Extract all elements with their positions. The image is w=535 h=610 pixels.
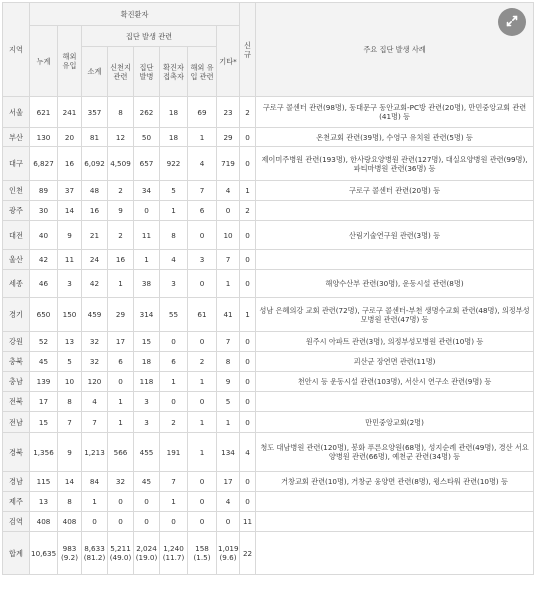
cell-overseas-related: 7 — [188, 181, 217, 201]
cell-overseas: 13 — [58, 332, 82, 352]
cell-other: 5 — [217, 392, 240, 412]
cell-overseas-related: 0 — [188, 270, 217, 298]
cell-new: 1 — [240, 298, 256, 332]
cell-new: 0 — [240, 392, 256, 412]
cell-contacts: 2 — [160, 412, 188, 433]
header-overseas: 해외 유입 — [58, 26, 82, 97]
cell-region: 인천 — [3, 181, 30, 201]
cell-new: 0 — [240, 372, 256, 392]
cell-examples — [256, 392, 534, 412]
table-row — [3, 372, 534, 392]
cell-examples: 구로구 콜센터 관련(20명) 등 — [256, 181, 534, 201]
cell-total: 40 — [30, 221, 58, 250]
header-shincheonji: 신천지 관련 — [108, 47, 134, 97]
cell-examples — [256, 201, 534, 221]
cell-examples: 청도 대남병원 관련(120명), 봉화 푸른요양원(68명), 성지순례 관련(49명), 경산 서요양병원 관련(66명), 예천군 관련(34명) 등 — [256, 433, 534, 472]
cell-other: 17 — [217, 472, 240, 492]
cell-region: 광주 — [3, 201, 30, 221]
cell-shincheonji: 1 — [108, 270, 134, 298]
table-row — [3, 201, 534, 221]
total-subtotal-pct: (81.2) — [83, 553, 106, 562]
table-row — [3, 352, 534, 372]
cell-other: 719 — [217, 147, 240, 181]
table-row — [3, 181, 534, 201]
cell-region: 경기 — [3, 298, 30, 332]
total-other-value: 1,019 — [218, 544, 239, 553]
covid-cases-table — [2, 2, 534, 575]
cell-contacts: 7 — [160, 472, 188, 492]
cell-region: 충북 — [3, 352, 30, 372]
table-row — [3, 412, 534, 433]
cell-new: 0 — [240, 147, 256, 181]
cell-overseas: 8 — [58, 392, 82, 412]
cell-subtotal: 21 — [82, 221, 108, 250]
cell-total: 139 — [30, 372, 58, 392]
header-new: 신규 — [240, 3, 256, 97]
cell-total: 30 — [30, 201, 58, 221]
cell-other: 23 — [217, 97, 240, 128]
cell-shincheonji: 2 — [108, 221, 134, 250]
cell-subtotal: 4 — [82, 392, 108, 412]
cell-cluster: 3 — [134, 412, 160, 433]
total-subtotal — [82, 532, 108, 575]
cell-overseas: 37 — [58, 181, 82, 201]
table-row — [3, 128, 534, 147]
cell-total: 621 — [30, 97, 58, 128]
cell-subtotal: 7 — [82, 412, 108, 433]
cell-overseas: 3 — [58, 270, 82, 298]
cell-overseas: 7 — [58, 412, 82, 433]
cell-subtotal: 48 — [82, 181, 108, 201]
table-row — [3, 270, 534, 298]
cell-total: 115 — [30, 472, 58, 492]
table-row — [3, 512, 534, 532]
cell-total: 42 — [30, 250, 58, 270]
cell-new: 2 — [240, 201, 256, 221]
cell-other: 9 — [217, 372, 240, 392]
total-overseas-value: 983 — [62, 544, 77, 553]
cell-examples: 산림기술연구원 관련(3명) 등 — [256, 221, 534, 250]
cell-new: 0 — [240, 270, 256, 298]
header-subtotal: 소계 — [82, 47, 108, 97]
cell-shincheonji: 16 — [108, 250, 134, 270]
cell-shincheonji: 6 — [108, 352, 134, 372]
cell-other: 1 — [217, 412, 240, 433]
cell-total: 1,356 — [30, 433, 58, 472]
cell-total: 13 — [30, 492, 58, 512]
cell-subtotal: 24 — [82, 250, 108, 270]
header-other: 기타* — [217, 26, 240, 97]
cell-overseas: 14 — [58, 201, 82, 221]
table-row — [3, 250, 534, 270]
cell-new: 0 — [240, 128, 256, 147]
header-cluster: 집단 발생 관련 — [82, 26, 217, 47]
cell-overseas: 9 — [58, 433, 82, 472]
cell-other: 7 — [217, 250, 240, 270]
cell-overseas: 241 — [58, 97, 82, 128]
cell-contacts: 1 — [160, 201, 188, 221]
cell-overseas-related: 1 — [188, 372, 217, 392]
cell-examples: 제이미주병원 관련(193명), 한사랑요양병원 관련(127명), 대실요양병원 관련(99명), 파티마병원 관련(36명) 등 — [256, 147, 534, 181]
table-row — [3, 147, 534, 181]
cell-overseas: 8 — [58, 492, 82, 512]
cell-new: 0 — [240, 332, 256, 352]
cell-region: 대구 — [3, 147, 30, 181]
cell-new: 11 — [240, 512, 256, 532]
total-new: 22 — [240, 532, 256, 575]
cell-region: 경남 — [3, 472, 30, 492]
cell-overseas: 9 — [58, 221, 82, 250]
cell-overseas-related: 0 — [188, 512, 217, 532]
total-contacts-pct: (11.7) — [162, 553, 185, 562]
cell-new: 0 — [240, 221, 256, 250]
cell-subtotal: 81 — [82, 128, 108, 147]
cell-contacts: 1 — [160, 492, 188, 512]
cell-shincheonji: 9 — [108, 201, 134, 221]
total-cluster — [134, 532, 160, 575]
cell-overseas-related: 61 — [188, 298, 217, 332]
cell-new: 2 — [240, 97, 256, 128]
cell-new: 0 — [240, 352, 256, 372]
cell-new: 0 — [240, 250, 256, 270]
cell-region: 검역 — [3, 512, 30, 532]
cell-cluster: 118 — [134, 372, 160, 392]
cell-examples: 성남 은혜의강 교회 관련(72명), 구로구 콜센터-부천 생명수교회 관련(48명), 의정부성모병원 관련(47명) 등 — [256, 298, 534, 332]
header-cluster-outbreak: 집단 발병 — [134, 47, 160, 97]
cell-cluster: 1 — [134, 250, 160, 270]
cell-shincheonji: 0 — [108, 372, 134, 392]
cell-total: 15 — [30, 412, 58, 433]
cell-shincheonji: 2 — [108, 181, 134, 201]
cell-overseas: 16 — [58, 147, 82, 181]
cell-cluster: 0 — [134, 512, 160, 532]
cell-cluster: 11 — [134, 221, 160, 250]
cell-cluster: 50 — [134, 128, 160, 147]
cell-region: 세종 — [3, 270, 30, 298]
cell-overseas-related: 0 — [188, 472, 217, 492]
cell-cluster: 657 — [134, 147, 160, 181]
cell-other: 29 — [217, 128, 240, 147]
cell-overseas: 14 — [58, 472, 82, 492]
table-row — [3, 472, 534, 492]
total-other — [217, 532, 240, 575]
cell-subtotal: 16 — [82, 201, 108, 221]
cell-overseas-related: 69 — [188, 97, 217, 128]
cell-new: 1 — [240, 181, 256, 201]
total-examples — [256, 532, 534, 575]
cell-cluster: 38 — [134, 270, 160, 298]
cell-contacts: 0 — [160, 392, 188, 412]
cell-cluster: 314 — [134, 298, 160, 332]
cell-total: 6,827 — [30, 147, 58, 181]
cell-overseas-related: 2 — [188, 352, 217, 372]
cell-total: 52 — [30, 332, 58, 352]
table-row — [3, 492, 534, 512]
expand-icon — [505, 13, 519, 32]
cell-cluster: 262 — [134, 97, 160, 128]
cell-examples: 거창교회 관련(10명), 거창군 웅양면 관련(8명), 윙스타워 관련(10명) 등 — [256, 472, 534, 492]
header-examples: 주요 집단 발생 사례 — [256, 3, 534, 97]
cell-examples: 구로구 콜센터 관련(98명), 동대문구 동안교회-PC방 관련(20명), 만민중앙교회 관련(41명) 등 — [256, 97, 534, 128]
table-row — [3, 221, 534, 250]
cell-overseas: 5 — [58, 352, 82, 372]
cell-overseas-related: 6 — [188, 201, 217, 221]
header-confirmed: 확진환자 — [30, 3, 240, 26]
table-row — [3, 392, 534, 412]
cell-contacts: 1 — [160, 372, 188, 392]
cell-subtotal: 357 — [82, 97, 108, 128]
table-row — [3, 298, 534, 332]
cell-other: 4 — [217, 181, 240, 201]
cell-total: 89 — [30, 181, 58, 201]
total-overseas-related-value: 158 — [195, 544, 209, 553]
total-total: 10,635 — [30, 532, 58, 575]
total-shincheonji — [108, 532, 134, 575]
cell-examples: 원주시 아파트 관련(3명), 의정부성모병원 관련(10명) 등 — [256, 332, 534, 352]
cell-examples — [256, 492, 534, 512]
cell-shincheonji: 12 — [108, 128, 134, 147]
table-row-total — [3, 532, 534, 575]
cell-total: 46 — [30, 270, 58, 298]
cell-region: 대전 — [3, 221, 30, 250]
table-body — [3, 97, 534, 532]
cell-region: 부산 — [3, 128, 30, 147]
total-overseas — [58, 532, 82, 575]
total-overseas-pct: (9.2) — [60, 553, 79, 562]
table-row — [3, 433, 534, 472]
header-region: 지역 — [3, 3, 30, 97]
cell-shincheonji: 0 — [108, 492, 134, 512]
header-overseas-related: 해외 유입 관련 — [188, 47, 217, 97]
cell-overseas-related: 0 — [188, 392, 217, 412]
cell-overseas-related: 1 — [188, 412, 217, 433]
cell-subtotal: 120 — [82, 372, 108, 392]
cell-other: 7 — [217, 332, 240, 352]
cell-shincheonji: 1 — [108, 412, 134, 433]
cell-examples: 만민중앙교회(2명) — [256, 412, 534, 433]
cell-cluster: 34 — [134, 181, 160, 201]
total-other-pct: (9.6) — [219, 553, 237, 562]
cell-contacts: 191 — [160, 433, 188, 472]
cell-new: 4 — [240, 433, 256, 472]
cell-overseas-related: 0 — [188, 332, 217, 352]
cell-contacts: 0 — [160, 512, 188, 532]
cell-subtotal: 1 — [82, 492, 108, 512]
cell-shincheonji: 0 — [108, 512, 134, 532]
cell-region: 전북 — [3, 392, 30, 412]
table-header — [3, 3, 534, 97]
cell-total: 408 — [30, 512, 58, 532]
total-cluster-pct: (19.0) — [135, 553, 158, 562]
cell-subtotal: 1,213 — [82, 433, 108, 472]
cell-shincheonji: 17 — [108, 332, 134, 352]
total-region: 합계 — [3, 532, 30, 575]
cell-contacts: 55 — [160, 298, 188, 332]
cell-overseas-related: 4 — [188, 147, 217, 181]
cell-overseas-related: 1 — [188, 128, 217, 147]
cell-contacts: 922 — [160, 147, 188, 181]
cell-shincheonji: 8 — [108, 97, 134, 128]
cell-other: 4 — [217, 492, 240, 512]
expand-button[interactable] — [498, 8, 526, 36]
cell-shincheonji: 1 — [108, 392, 134, 412]
cell-region: 전남 — [3, 412, 30, 433]
cell-subtotal: 32 — [82, 332, 108, 352]
cell-contacts: 18 — [160, 128, 188, 147]
cell-cluster: 0 — [134, 201, 160, 221]
cell-contacts: 3 — [160, 270, 188, 298]
cell-other: 1 — [217, 270, 240, 298]
cell-examples: 천안시 등 운동시설 관련(103명), 서산시 연구소 관련(9명) 등 — [256, 372, 534, 392]
cell-examples: 괴산군 장연면 관련(11명) — [256, 352, 534, 372]
cell-overseas-related: 3 — [188, 250, 217, 270]
header-total: 누계 — [30, 26, 58, 97]
cell-overseas: 408 — [58, 512, 82, 532]
cell-overseas: 10 — [58, 372, 82, 392]
cell-subtotal: 32 — [82, 352, 108, 372]
cell-cluster: 455 — [134, 433, 160, 472]
cell-other: 0 — [217, 201, 240, 221]
cell-shincheonji: 32 — [108, 472, 134, 492]
cell-new: 0 — [240, 492, 256, 512]
cell-contacts: 8 — [160, 221, 188, 250]
cell-other: 134 — [217, 433, 240, 472]
cell-contacts: 6 — [160, 352, 188, 372]
cell-total: 650 — [30, 298, 58, 332]
total-contacts-value: 1,240 — [163, 544, 184, 553]
cell-overseas: 11 — [58, 250, 82, 270]
cell-examples: 해양수산부 관련(30명), 운동시설 관련(8명) — [256, 270, 534, 298]
cell-other: 41 — [217, 298, 240, 332]
cell-shincheonji: 4,509 — [108, 147, 134, 181]
header-contacts: 확진자 접촉자 — [160, 47, 188, 97]
cell-region: 경북 — [3, 433, 30, 472]
cell-cluster: 45 — [134, 472, 160, 492]
cell-examples — [256, 512, 534, 532]
cell-examples — [256, 250, 534, 270]
cell-contacts: 18 — [160, 97, 188, 128]
cell-region: 제주 — [3, 492, 30, 512]
cell-region: 울산 — [3, 250, 30, 270]
cell-region: 서울 — [3, 97, 30, 128]
cell-other: 8 — [217, 352, 240, 372]
cell-new: 0 — [240, 472, 256, 492]
total-cluster-value: 2,024 — [136, 544, 157, 553]
cell-region: 강원 — [3, 332, 30, 352]
cell-shincheonji: 566 — [108, 433, 134, 472]
cell-cluster: 15 — [134, 332, 160, 352]
total-shincheonji-value: 5,211 — [110, 544, 131, 553]
total-shincheonji-pct: (49.0) — [109, 553, 132, 562]
table-row — [3, 332, 534, 352]
total-subtotal-value: 8,633 — [84, 544, 105, 553]
cell-other: 10 — [217, 221, 240, 250]
cell-overseas-related: 1 — [188, 433, 217, 472]
cell-shincheonji: 29 — [108, 298, 134, 332]
cell-total: 130 — [30, 128, 58, 147]
cell-total: 45 — [30, 352, 58, 372]
cell-region: 충남 — [3, 372, 30, 392]
cell-cluster: 18 — [134, 352, 160, 372]
cell-subtotal: 6,092 — [82, 147, 108, 181]
cell-examples: 온천교회 관련(39명), 수영구 유치원 관련(5명) 등 — [256, 128, 534, 147]
cell-contacts: 4 — [160, 250, 188, 270]
total-overseas-related — [188, 532, 217, 575]
cell-subtotal: 459 — [82, 298, 108, 332]
cell-overseas: 150 — [58, 298, 82, 332]
cell-contacts: 5 — [160, 181, 188, 201]
cell-total: 17 — [30, 392, 58, 412]
table-row — [3, 97, 534, 128]
cell-overseas-related: 0 — [188, 492, 217, 512]
cell-overseas-related: 0 — [188, 221, 217, 250]
cell-subtotal: 84 — [82, 472, 108, 492]
cell-new: 0 — [240, 412, 256, 433]
cell-overseas: 20 — [58, 128, 82, 147]
cell-cluster: 0 — [134, 492, 160, 512]
cell-subtotal: 0 — [82, 512, 108, 532]
cell-other: 0 — [217, 512, 240, 532]
cell-subtotal: 42 — [82, 270, 108, 298]
cell-contacts: 0 — [160, 332, 188, 352]
total-overseas-related-pct: (1.5) — [193, 553, 211, 562]
cell-cluster: 3 — [134, 392, 160, 412]
total-contacts — [160, 532, 188, 575]
